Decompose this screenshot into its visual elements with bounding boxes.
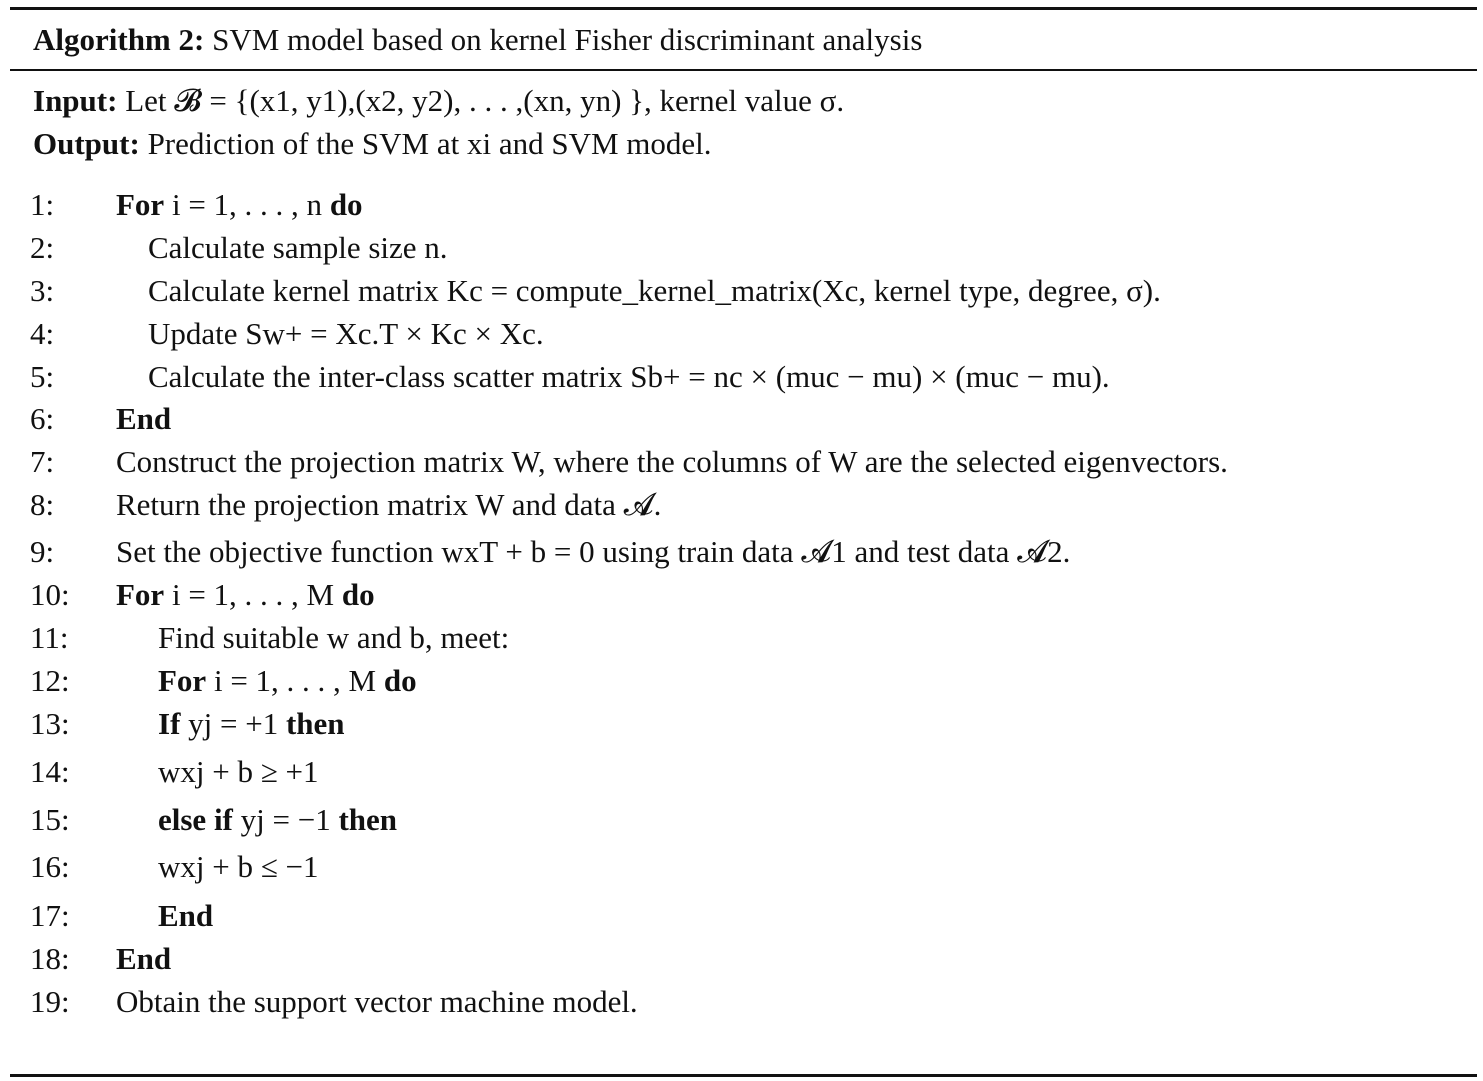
step-number: 18: <box>30 941 70 976</box>
step-number: 1: <box>30 187 55 222</box>
step-number: 6: <box>30 401 55 436</box>
step-text: wxj + b ≤ −1 <box>158 849 319 884</box>
step-text: else if yj = −1 then <box>158 802 398 837</box>
step-number: 8: <box>30 487 55 522</box>
step-number: 2: <box>30 230 55 265</box>
input-label: Input: <box>33 83 118 118</box>
step-text: Calculate sample size n. <box>148 230 448 265</box>
step-number: 4: <box>30 316 55 351</box>
step-number: 5: <box>30 359 55 394</box>
step-text: End <box>116 401 172 436</box>
output-line <box>33 123 712 165</box>
step-number: 9: <box>30 534 55 569</box>
step-text: Obtain the support vector machine model. <box>116 984 638 1019</box>
step-text: For i = 1, . . . , n do <box>116 187 363 222</box>
step-number: 11: <box>30 620 69 655</box>
step-number: 16: <box>30 849 70 884</box>
step-text: Construct the projection matrix W, where the columns of W are the selected eigenvectors. <box>116 444 1228 479</box>
step-text: Set the objective function wxT + b = 0 using train data 𝓐1 and test data 𝓐2. <box>116 534 1071 569</box>
step-number: 12: <box>30 663 70 698</box>
step-number: 15: <box>30 802 70 837</box>
algorithm-label: Algorithm 2: <box>33 22 205 57</box>
step-text: For i = 1, . . . , M do <box>158 663 417 698</box>
step-text: Calculate the inter-class scatter matrix Sb+ = nc × (muc − mu) × (muc − mu). <box>148 359 1110 394</box>
step-text: If yj = +1 then <box>158 706 345 741</box>
output-label: Output: <box>33 126 140 161</box>
step-text: End <box>158 898 214 933</box>
top-rule <box>10 7 1477 10</box>
output-text: Prediction of the SVM at xi and SVM model. <box>147 126 712 161</box>
step-text: wxj + b ≥ +1 <box>158 754 319 789</box>
input-line <box>33 80 844 122</box>
step-text: End <box>116 941 172 976</box>
header-rule <box>10 69 1477 71</box>
step-number: 13: <box>30 706 70 741</box>
step-number: 10: <box>30 577 70 612</box>
algorithm-title <box>33 18 922 62</box>
step-text: Return the projection matrix W and data 𝓐. <box>116 487 662 522</box>
algorithm-title-text: SVM model based on kernel Fisher discriminant analysis <box>212 22 923 57</box>
bottom-rule <box>10 1074 1477 1077</box>
step-text: Calculate kernel matrix Kc = compute_kernel_matrix(Xc, kernel type, degree, σ). <box>148 273 1161 308</box>
step-text: Find suitable w and b, meet: <box>158 620 510 655</box>
step-number: 19: <box>30 984 70 1019</box>
step-text: For i = 1, . . . , M do <box>116 577 375 612</box>
step-number: 7: <box>30 444 55 479</box>
input-text: Let 𝓑 = {(x1, y1),(x2, y2), . . . ,(xn, yn) }, kernel value σ. <box>125 83 845 118</box>
step-text: Update Sw+ = Xc.T × Kc × Xc. <box>148 316 544 351</box>
step-number: 14: <box>30 754 70 789</box>
step-number: 3: <box>30 273 55 308</box>
step-number: 17: <box>30 898 70 933</box>
